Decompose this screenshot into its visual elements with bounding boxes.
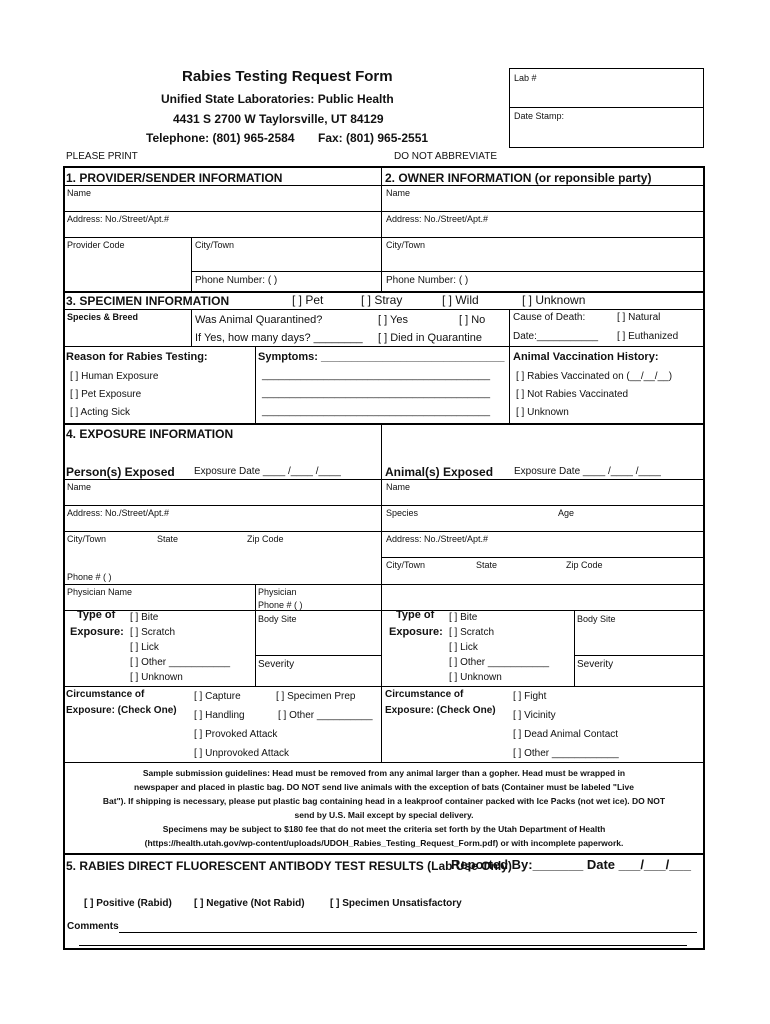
animal-unknown[interactable]: [ ] Unknown bbox=[449, 672, 502, 683]
provider-address-label[interactable]: Address: No./Street/Apt.# bbox=[67, 214, 170, 224]
section2-title: 2. OWNER INFORMATION (or reponsible party) bbox=[385, 171, 652, 185]
animal-city-label[interactable]: City/Town bbox=[386, 560, 426, 570]
person-name-label[interactable]: Name bbox=[67, 482, 92, 492]
animal-type-of-label: Type of bbox=[396, 609, 435, 621]
death-date[interactable]: Date:___________ bbox=[513, 331, 599, 342]
result-negative[interactable]: [ ] Negative (Not Rabid) bbox=[194, 898, 305, 909]
animal-lick[interactable]: [ ] Lick bbox=[449, 642, 478, 653]
rule bbox=[64, 686, 704, 687]
rule bbox=[64, 479, 704, 480]
circ-provoked[interactable]: [ ] Provoked Attack bbox=[194, 729, 278, 740]
reason-human-exposure[interactable]: [ ] Human Exposure bbox=[70, 371, 159, 382]
rule bbox=[255, 346, 256, 423]
owner-phone-label[interactable]: Phone Number: ( ) bbox=[386, 275, 469, 286]
comments-line-2[interactable] bbox=[79, 945, 687, 946]
not-vaccinated[interactable]: [ ] Not Rabies Vaccinated bbox=[516, 389, 629, 400]
result-unsatisfactory[interactable]: [ ] Specimen Unsatisfactory bbox=[330, 898, 462, 909]
death-natural[interactable]: [ ] Natural bbox=[617, 312, 661, 323]
reason-acting-sick[interactable]: [ ] Acting Sick bbox=[70, 407, 131, 418]
person-exposure-label: Exposure: bbox=[70, 626, 124, 638]
person-circumstance-sub: Exposure: (Check One) bbox=[66, 705, 177, 716]
quarantined-yes[interactable]: [ ] Yes bbox=[378, 314, 408, 326]
circ-specimen-prep[interactable]: [ ] Specimen Prep bbox=[276, 691, 356, 702]
symptoms-line-1[interactable]: _________________________________________ bbox=[262, 370, 491, 381]
person-phone-label[interactable]: Phone # ( ) bbox=[67, 572, 112, 582]
animal-exposed-title: Animal(s) Exposed bbox=[385, 465, 494, 479]
rule bbox=[64, 346, 704, 347]
rule bbox=[64, 185, 704, 186]
animal-age-label[interactable]: Age bbox=[558, 508, 575, 518]
rule bbox=[381, 557, 704, 558]
animal-zip-label[interactable]: Zip Code bbox=[566, 560, 603, 570]
person-exposure-date[interactable]: Exposure Date ____ /____ /____ bbox=[194, 466, 341, 477]
animal-severity-label[interactable]: Severity bbox=[577, 659, 614, 670]
lab-fax: Fax: (801) 965-2551 bbox=[318, 131, 429, 145]
date-stamp-label: Date Stamp: bbox=[514, 111, 565, 121]
circ-unprovoked[interactable]: [ ] Unprovoked Attack bbox=[194, 748, 290, 759]
provider-code-label[interactable]: Provider Code bbox=[67, 240, 125, 250]
do-not-abbreviate: DO NOT ABBREVIATE bbox=[394, 151, 497, 162]
animal-species-label[interactable]: Species bbox=[386, 508, 419, 518]
guideline-line: Sample submission guidelines: Head must be removed from any animal larger than a gopher. Head must be wrapped in bbox=[142, 768, 626, 778]
provider-name-label[interactable]: Name bbox=[67, 188, 92, 198]
form-title: Rabies Testing Request Form bbox=[182, 68, 393, 85]
person-unknown[interactable]: [ ] Unknown bbox=[130, 672, 183, 683]
lab-name: Unified State Laboratories: Public Health bbox=[161, 92, 394, 106]
death-euthanized[interactable]: [ ] Euthanized bbox=[617, 331, 679, 342]
species-breed-label[interactable]: Species & Breed bbox=[67, 312, 139, 322]
died-in-quarantine[interactable]: [ ] Died in Quarantine bbox=[378, 332, 482, 344]
animal-other[interactable]: [ ] Other ___________ bbox=[449, 657, 550, 668]
person-exposed-title: Person(s) Exposed bbox=[66, 465, 175, 479]
person-body-site-label[interactable]: Body Site bbox=[258, 614, 297, 624]
quarantined-question: Was Animal Quarantined? bbox=[195, 314, 323, 326]
rule bbox=[255, 655, 381, 656]
physician-label: Physician bbox=[258, 587, 297, 597]
owner-city-label[interactable]: City/Town bbox=[386, 240, 426, 250]
stray-checkbox[interactable]: [ ] Stray bbox=[361, 293, 403, 307]
section1-title: 1. PROVIDER/SENDER INFORMATION bbox=[66, 171, 283, 185]
person-bite[interactable]: [ ] Bite bbox=[130, 612, 159, 623]
rule bbox=[509, 346, 510, 423]
guideline-line: send by U.S. Mail except by special delivery. bbox=[294, 810, 474, 820]
provider-city-label[interactable]: City/Town bbox=[195, 240, 235, 250]
guideline-line: Bat"). If shipping is necessary, please put plastic bag containing head in a leakproof container packed with Ice Packs (not wet ice). DO NOT bbox=[102, 796, 666, 806]
circ-handling[interactable]: [ ] Handling bbox=[194, 710, 245, 721]
animal-scratch[interactable]: [ ] Scratch bbox=[449, 627, 495, 638]
person-city-label[interactable]: City/Town bbox=[67, 534, 107, 544]
physician-phone-label[interactable]: Phone # ( ) bbox=[258, 600, 303, 610]
circ-capture[interactable]: [ ] Capture bbox=[194, 691, 241, 702]
rule bbox=[255, 584, 256, 686]
rule bbox=[64, 505, 704, 506]
section4-title: 4. EXPOSURE INFORMATION bbox=[66, 427, 234, 441]
guideline-line: newspaper and placed in plastic bag. DO NOT send live animals with the exception of bats (Container must be labeled "Live bbox=[134, 782, 634, 792]
circ-vicinity[interactable]: [ ] Vicinity bbox=[513, 710, 556, 721]
animal-circumstance-sub: Exposure: (Check One) bbox=[385, 705, 496, 716]
animal-address-label[interactable]: Address: No./Street/Apt.# bbox=[386, 534, 489, 544]
guideline-line: (https://health.utah.gov/wp-content/uploads/UDOH_Rabies_Testing_Request_Form.pdf) or with incomplete paperwork. bbox=[144, 838, 624, 848]
rule bbox=[64, 853, 704, 855]
rule bbox=[64, 762, 704, 763]
lab-address: 4431 S 2700 W Taylorsville, UT 84129 bbox=[173, 112, 384, 126]
pet-checkbox[interactable]: [ ] Pet bbox=[292, 293, 324, 307]
circ-other-animal[interactable]: [ ] Other ____________ bbox=[513, 748, 619, 759]
s4-divider bbox=[381, 425, 382, 762]
person-type-of-label: Type of bbox=[77, 609, 116, 621]
person-address-label[interactable]: Address: No./Street/Apt.# bbox=[67, 508, 170, 518]
lab-telephone: Telephone: (801) 965-2584 bbox=[146, 131, 295, 145]
rule bbox=[64, 211, 704, 212]
comments-label: Comments bbox=[67, 921, 119, 932]
physician-name-label[interactable]: Physician Name bbox=[67, 587, 133, 597]
reason-pet-exposure[interactable]: [ ] Pet Exposure bbox=[70, 389, 142, 400]
vaccination-unknown[interactable]: [ ] Unknown bbox=[516, 407, 569, 418]
please-print: PLEASE PRINT bbox=[66, 151, 138, 162]
animal-body-site-label[interactable]: Body Site bbox=[577, 614, 616, 624]
rule bbox=[64, 423, 704, 425]
rule bbox=[64, 610, 704, 611]
provider-phone-label[interactable]: Phone Number: ( ) bbox=[195, 275, 278, 286]
circ-other[interactable]: [ ] Other __________ bbox=[278, 710, 373, 721]
lab-number-label: Lab # bbox=[514, 73, 537, 83]
rule bbox=[191, 271, 704, 272]
rule bbox=[64, 309, 704, 310]
rule bbox=[64, 531, 704, 532]
quarantine-days[interactable]: If Yes, how many days? ________ bbox=[195, 332, 363, 344]
unknown-type-checkbox[interactable]: [ ] Unknown bbox=[522, 293, 586, 307]
quarantined-no[interactable]: [ ] No bbox=[459, 314, 486, 326]
person-circumstance-title: Circumstance of bbox=[66, 689, 145, 700]
submission-guidelines bbox=[66, 766, 702, 850]
animal-circumstance-title: Circumstance of bbox=[385, 689, 464, 700]
animal-exposure-date[interactable]: Exposure Date ____ /____ /____ bbox=[514, 466, 661, 477]
symptoms-line-2[interactable]: _________________________________________ bbox=[262, 388, 491, 399]
person-zip-label[interactable]: Zip Code bbox=[247, 534, 284, 544]
symptoms-line-3[interactable]: _________________________________________ bbox=[262, 406, 491, 417]
guideline-line: Specimens may be subject to $180 fee that do not meet the criteria set forth by the Utah Department of Health bbox=[162, 824, 606, 834]
rule bbox=[64, 584, 704, 585]
person-scratch[interactable]: [ ] Scratch bbox=[130, 627, 176, 638]
rule bbox=[574, 610, 575, 686]
animal-name-label[interactable]: Name bbox=[386, 482, 411, 492]
circ-dead-contact[interactable]: [ ] Dead Animal Contact bbox=[513, 729, 619, 740]
vaccination-title: Animal Vaccination History: bbox=[513, 351, 659, 363]
lab-use-box bbox=[509, 68, 704, 148]
section5-title: 5. RABIES DIRECT FLUORESCENT ANTIBODY TEST RESULTS (Lab Use Only) bbox=[66, 859, 512, 873]
animal-exposure-label: Exposure: bbox=[389, 626, 443, 638]
comments-line-1[interactable] bbox=[119, 932, 697, 933]
person-severity-label[interactable]: Severity bbox=[258, 659, 295, 670]
rule bbox=[574, 655, 704, 656]
cause-of-death-label: Cause of Death: bbox=[513, 312, 586, 323]
rule bbox=[509, 309, 510, 346]
person-other[interactable]: [ ] Other ___________ bbox=[130, 657, 231, 668]
rule bbox=[191, 309, 192, 346]
owner-name-label[interactable]: Name bbox=[386, 188, 411, 198]
circ-fight[interactable]: [ ] Fight bbox=[513, 691, 547, 702]
animal-bite[interactable]: [ ] Bite bbox=[449, 612, 478, 623]
person-lick[interactable]: [ ] Lick bbox=[130, 642, 159, 653]
person-state-label[interactable]: State bbox=[157, 534, 179, 544]
section3-title: 3. SPECIMEN INFORMATION bbox=[66, 294, 230, 308]
animal-state-label[interactable]: State bbox=[476, 560, 498, 570]
vaccinated-on[interactable]: [ ] Rabies Vaccinated on (__/__/__) bbox=[516, 371, 673, 382]
rule bbox=[64, 237, 704, 238]
result-positive[interactable]: [ ] Positive (Rabid) bbox=[84, 898, 172, 909]
rule bbox=[191, 237, 192, 291]
wild-checkbox[interactable]: [ ] Wild bbox=[442, 293, 479, 307]
owner-address-label[interactable]: Address: No./Street/Apt.# bbox=[386, 214, 489, 224]
reported-by[interactable]: Reported By:_______ Date ___/___/___ bbox=[451, 857, 691, 872]
symptoms-label[interactable]: Symptoms: ______________________________ bbox=[258, 351, 505, 363]
lab-box-divider bbox=[509, 107, 704, 108]
reason-title: Reason for Rabies Testing: bbox=[66, 351, 208, 363]
